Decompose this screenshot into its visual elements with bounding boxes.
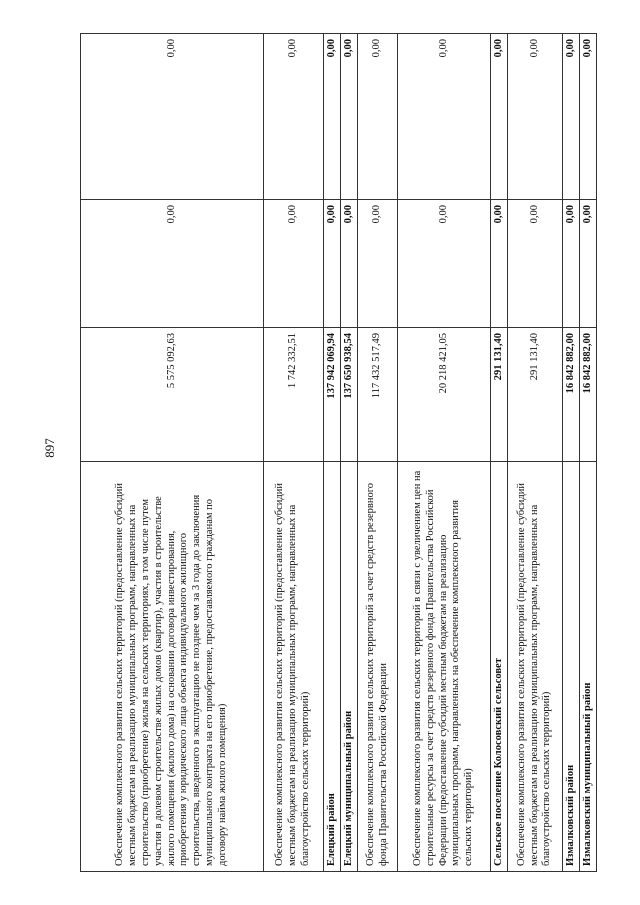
row-amount-3: 0,00 (563, 34, 580, 200)
row-amount-2: 0,00 (358, 200, 398, 328)
row-description: Обеспечение комплексного развития сельских территорий за счет средств резервного фонда Правительства Российской Федерации (358, 462, 398, 872)
row-amount-3: 0,00 (358, 34, 398, 200)
row-description: Измалковский район (563, 462, 580, 872)
row-amount-3: 0,00 (398, 34, 491, 200)
row-amount-1: 137 942 069,94 (324, 328, 341, 462)
table-row (341, 34, 358, 872)
row-amount-3: 0,00 (580, 34, 597, 200)
table-row (358, 34, 398, 872)
row-amount-2: 0,00 (580, 200, 597, 328)
table-row (264, 34, 324, 872)
row-amount-3: 0,00 (264, 34, 324, 200)
table-row (508, 34, 563, 872)
row-description: Обеспечение комплексного развития сельских территорий (предоставление субсидий местным бюджетам на реализацию муниципальных программ, направленных на благоустройство сельских территорий) (264, 462, 324, 872)
row-amount-2: 0,00 (508, 200, 563, 328)
row-amount-3: 0,00 (508, 34, 563, 200)
table-row (491, 34, 508, 872)
row-amount-2: 0,00 (563, 200, 580, 328)
row-amount-1: 291 131,40 (508, 328, 563, 462)
row-amount-2: 0,00 (81, 200, 264, 328)
table-body (81, 34, 597, 872)
rotated-table-container (80, 39, 593, 872)
row-amount-1: 1 742 332,51 (264, 328, 324, 462)
row-amount-2: 0,00 (491, 200, 508, 328)
table-row (324, 34, 341, 872)
row-description: Измалковский муниципальный район (580, 462, 597, 872)
row-amount-3: 0,00 (81, 34, 264, 200)
budget-table (80, 33, 597, 872)
row-amount-1: 5 575 092,63 (81, 328, 264, 462)
row-amount-2: 0,00 (341, 200, 358, 328)
row-description: Обеспечение комплексного развития сельских территорий (предоставление субсидий местным бюджетам на реализацию муниципальных программ, направленных на строительство (приобретение) жилья на сельских территориях, в том числе путем участия в долевом строительстве жилых домов (квартир), участия в строительстве жилого помещения (жилого дома) на основании договора инвестирования, приобретения у юридического лица объекта индивидуального жилищного строительства, введенного в эксплуатацию не позднее чем за 3 года до заключения муниципального контракта на его приобретение, предоставляемого гражданам по договору найма жилого помещения) (81, 462, 264, 872)
row-amount-1: 20 218 421,05 (398, 328, 491, 462)
table-row (81, 34, 264, 872)
row-description: Елецкий район (324, 462, 341, 872)
row-amount-1: 16 842 882,00 (580, 328, 597, 462)
row-amount-2: 0,00 (324, 200, 341, 328)
row-description: Обеспечение комплексного развития сельских территорий в связи с увеличением цен на строительные ресурсы за счет средств резервного фонда Правительства Российской Федерации (предоставление субсидий местным бюджетам на реализацию муниципальных программ, направленных на обеспечение комплексного развития сельских территорий) (398, 462, 491, 872)
row-amount-3: 0,00 (341, 34, 358, 200)
table-row (563, 34, 580, 872)
row-amount-1: 291 131,40 (491, 328, 508, 462)
row-description: Обеспечение комплексного развития сельских территорий (предоставление субсидий местным бюджетам на реализацию муниципальных программ, направленных на благоустройство сельских территорий) (508, 462, 563, 872)
table-rotator (80, 39, 593, 872)
page-number: 897 (42, 438, 57, 458)
row-amount-1: 137 650 938,54 (341, 328, 358, 462)
row-description: Елецкий муниципальный район (341, 462, 358, 872)
table-row (398, 34, 491, 872)
row-amount-2: 0,00 (264, 200, 324, 328)
row-amount-1: 16 842 882,00 (563, 328, 580, 462)
row-amount-2: 0,00 (398, 200, 491, 328)
row-amount-3: 0,00 (324, 34, 341, 200)
table-row (580, 34, 597, 872)
row-amount-3: 0,00 (491, 34, 508, 200)
row-description: Сельское поселение Колосовский сельсовет (491, 462, 508, 872)
row-amount-1: 117 432 517,49 (358, 328, 398, 462)
